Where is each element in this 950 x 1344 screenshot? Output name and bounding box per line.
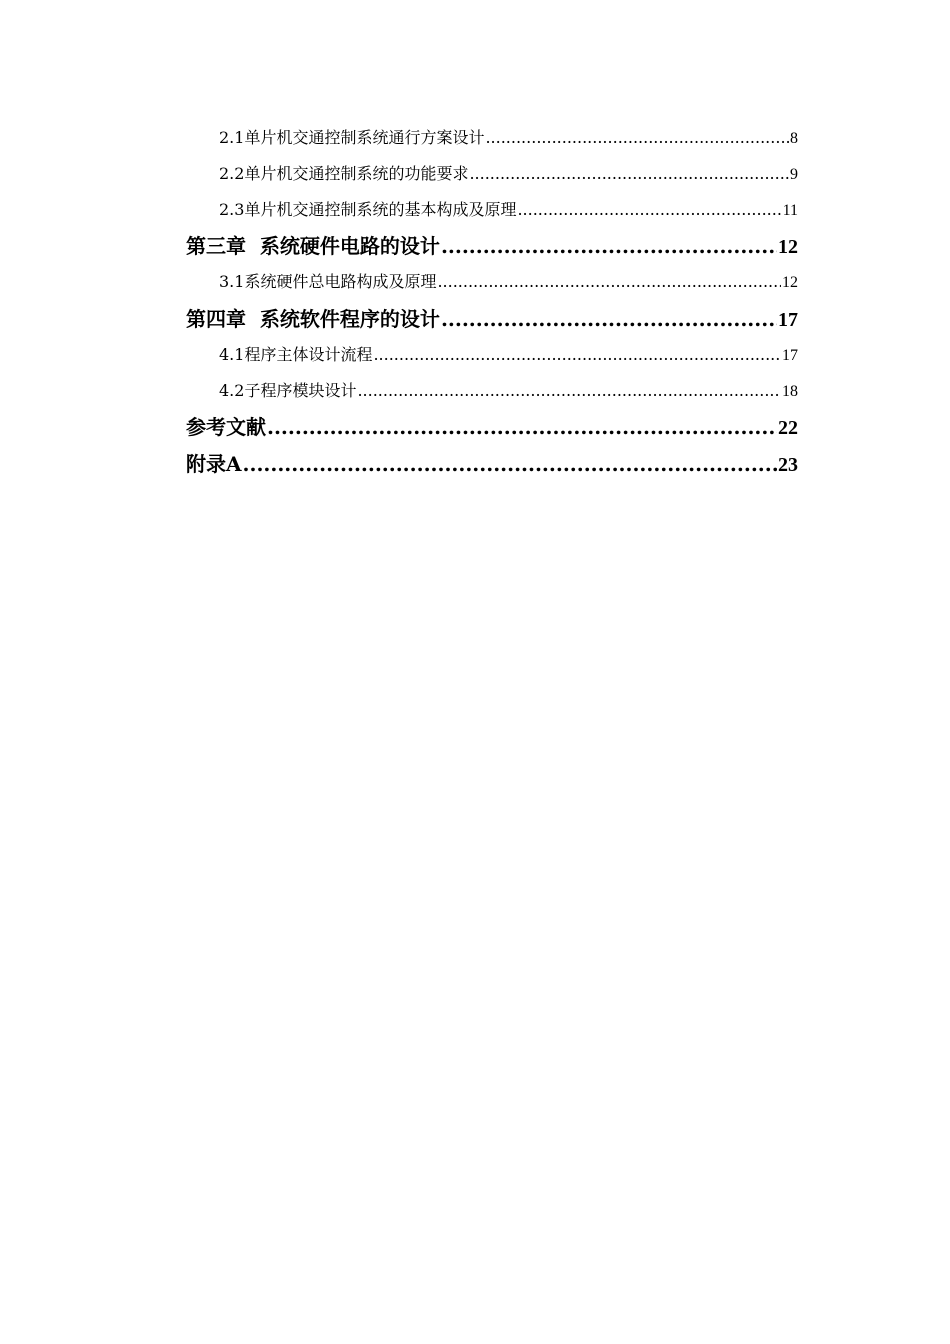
toc-entry-page: 17 [778, 309, 798, 331]
toc-leader-dots [437, 272, 781, 291]
toc-entry-page: 22 [778, 417, 798, 439]
toc-leader-dots [469, 164, 789, 183]
toc-entry-title: 参考文献 [186, 415, 266, 439]
toc-entry-page: 12 [778, 236, 798, 258]
toc-entry-appendix-a[interactable] [186, 448, 798, 474]
toc-entry-page: 17 [782, 347, 798, 364]
toc-leader-dots [357, 381, 781, 400]
toc-leader-dots [441, 307, 777, 331]
toc-entry-chapter-4[interactable] [186, 303, 798, 329]
toc-entry-3-1[interactable] [219, 269, 798, 291]
toc-entry-title: 第三章 系统硬件电路的设计 [186, 234, 440, 258]
toc-entry-title: 4.2子程序模块设计 [219, 381, 357, 400]
toc-entry-title: 2.2单片机交通控制系统的功能要求 [219, 164, 469, 183]
toc-entry-title: 2.1单片机交通控制系统通行方案设计 [219, 128, 485, 147]
toc-leader-dots [373, 345, 781, 364]
toc-entry-title: 附录A [186, 452, 242, 476]
toc-leader-dots [267, 415, 777, 439]
toc-leader-dots [485, 128, 789, 147]
toc-leader-dots [517, 200, 781, 219]
toc-entry-2-1[interactable] [219, 125, 798, 147]
toc-entry-page: 23 [778, 454, 798, 476]
toc-entry-title: 3.1系统硬件总电路构成及原理 [219, 272, 437, 291]
toc-leader-dots [441, 234, 777, 258]
toc-entry-4-2[interactable] [219, 378, 798, 400]
toc-entry-2-2[interactable] [219, 161, 798, 183]
toc-entry-title: 4.1程序主体设计流程 [219, 345, 373, 364]
toc-entry-chapter-3[interactable] [186, 230, 798, 256]
toc-entry-page: 12 [782, 274, 798, 291]
toc-entry-2-3[interactable] [219, 197, 798, 219]
toc-entry-4-1[interactable] [219, 342, 798, 364]
toc-entry-references[interactable] [186, 411, 798, 437]
toc-entry-page: 18 [782, 383, 798, 400]
toc-entry-page: 8 [790, 130, 798, 147]
toc-leader-dots [243, 452, 777, 476]
toc-entry-title: 第四章 系统软件程序的设计 [186, 307, 440, 331]
toc-entry-page: 9 [790, 166, 798, 183]
toc-entry-page: 11 [782, 202, 798, 219]
toc-entry-title: 2.3单片机交通控制系统的基本构成及原理 [219, 200, 517, 219]
